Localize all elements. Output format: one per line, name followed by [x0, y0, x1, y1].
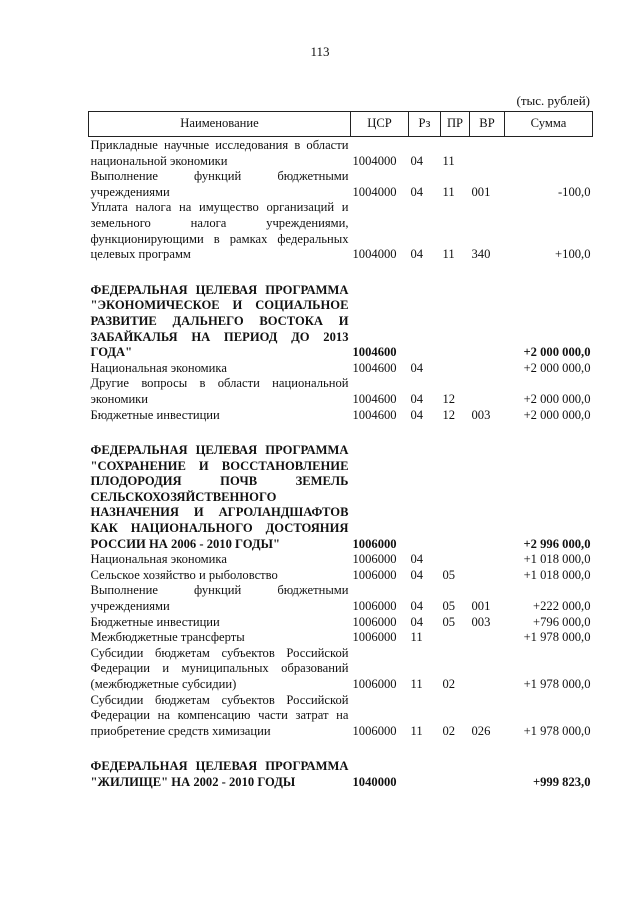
row-vr — [470, 568, 505, 584]
row-rz: 04 — [410, 391, 424, 406]
table-row — [89, 361, 593, 377]
row-csr: 1006000 — [352, 552, 397, 567]
row-vr: 340 — [471, 247, 491, 262]
row-vr: 001 — [471, 599, 491, 614]
program-row — [89, 283, 593, 361]
budget-table — [88, 111, 593, 791]
program-row — [89, 759, 593, 790]
row-name: Национальная экономика — [90, 552, 227, 567]
row-vr — [470, 552, 505, 568]
table-row — [89, 583, 593, 614]
row-sum: +1 978 000,0 — [523, 630, 591, 645]
row-rz — [409, 443, 441, 552]
row-name: Другие вопросы в области национальной экономики — [90, 376, 349, 406]
row-pr: 02 — [442, 677, 456, 691]
page-number: 113 — [310, 44, 330, 59]
row-sum: +100,0 — [555, 247, 591, 262]
row-csr: 1006000 — [352, 677, 397, 691]
row-pr — [441, 552, 470, 568]
row-rz: 11 — [410, 630, 423, 645]
row-pr: 05 — [442, 599, 456, 614]
row-rz: 11 — [410, 723, 423, 738]
row-csr: 1004600 — [352, 360, 397, 375]
row-pr — [441, 283, 470, 361]
program-name: ФЕДЕРАЛЬНАЯ ЦЕЛЕВАЯ ПРОГРАММА "ЭКОНОМИЧЕСКОЕ И СОЦИАЛЬНОЕ РАЗВИТИЕ ДАЛЬНЕГО ВОСТОКА И ЗАБАЙКАЛЬЯ НА ПЕРИОД ДО 2013 ГОДА" — [90, 282, 349, 360]
row-sum: +796 000,0 — [533, 614, 591, 629]
row-name: Межбюджетные трансферты — [90, 630, 245, 645]
row-spacer — [89, 263, 593, 283]
row-rz — [409, 283, 441, 361]
header-sum: Сумма — [505, 112, 593, 137]
row-csr: 1006000 — [352, 614, 397, 629]
row-name: Национальная экономика — [90, 360, 227, 375]
table-row — [89, 137, 593, 170]
header-pr: ПР — [441, 112, 470, 137]
header-name: Наименование — [89, 112, 351, 137]
row-csr: 1006000 — [352, 536, 397, 551]
row-pr: 11 — [442, 184, 455, 199]
table-row — [89, 169, 593, 200]
row-vr: 003 — [471, 407, 491, 422]
table-row — [89, 630, 593, 646]
row-vr — [470, 283, 505, 361]
row-name: Бюджетные инвестиции — [90, 407, 220, 422]
row-pr: 05 — [442, 614, 456, 629]
row-name: Выполнение функций бюджетными учреждениями — [90, 169, 349, 199]
row-pr — [441, 361, 470, 377]
row-sum: +222 000,0 — [533, 599, 591, 614]
row-rz: 04 — [410, 360, 424, 375]
row-pr: 12 — [442, 407, 456, 422]
table-row — [89, 615, 593, 631]
row-csr: 1040000 — [352, 774, 397, 789]
row-csr: 1006000 — [352, 723, 397, 738]
header-vr: ВР — [470, 112, 505, 137]
row-vr — [470, 646, 505, 693]
row-name: Прикладные научные исследования в области национальной экономики — [90, 138, 349, 168]
program-name: ФЕДЕРАЛЬНАЯ ЦЕЛЕВАЯ ПРОГРАММА "ЖИЛИЩЕ" НА 2002 - 2010 ГОДЫ — [90, 759, 349, 789]
row-csr: 1004600 — [352, 391, 397, 406]
row-rz: 04 — [410, 247, 424, 262]
row-name: Бюджетные инвестиции — [90, 614, 220, 629]
row-sum: +1 018 000,0 — [523, 567, 591, 582]
row-csr: 1004600 — [352, 407, 397, 422]
table-row — [89, 408, 593, 424]
table-row — [89, 200, 593, 262]
row-pr — [441, 759, 470, 790]
row-name: Сельское хозяйство и рыболовство — [90, 567, 278, 582]
row-pr: 11 — [442, 247, 455, 262]
row-csr: 1006000 — [352, 630, 397, 645]
row-rz: 04 — [410, 153, 424, 168]
row-sum: +2 000 000,0 — [523, 391, 591, 406]
row-pr — [441, 630, 470, 646]
row-pr — [441, 443, 470, 552]
row-sum: +2 000 000,0 — [523, 360, 591, 375]
row-csr: 1004000 — [352, 184, 397, 199]
row-vr: 001 — [471, 184, 491, 199]
row-rz: 04 — [410, 599, 424, 614]
row-sum: +1 018 000,0 — [523, 552, 591, 567]
row-csr: 1004000 — [352, 153, 397, 168]
row-spacer — [89, 423, 593, 443]
row-vr: 026 — [471, 723, 491, 738]
row-rz: 04 — [410, 567, 424, 582]
row-vr — [470, 376, 505, 407]
row-sum: +1 978 000,0 — [523, 677, 591, 691]
row-spacer — [89, 739, 593, 759]
row-vr — [470, 137, 505, 170]
row-sum: -100,0 — [557, 184, 591, 199]
row-vr — [470, 361, 505, 377]
row-rz: 04 — [410, 184, 424, 199]
table-row — [89, 568, 593, 584]
row-vr — [470, 443, 505, 552]
row-pr: 12 — [442, 391, 456, 406]
row-pr: 02 — [442, 723, 456, 738]
unit-note: (тыс. рублей) — [516, 93, 590, 108]
row-pr: 05 — [442, 567, 456, 582]
row-name: Выполнение функций бюджетными учреждениями — [90, 583, 349, 614]
row-name: Субсидии бюджетам субъектов Российской Федерации и муниципальных образований (межбюджетные субсидии) — [90, 645, 349, 691]
row-csr: 1004600 — [352, 345, 397, 360]
table-row — [89, 693, 593, 740]
program-row — [89, 443, 593, 552]
row-name: Уплата налога на имущество организаций и земельного налога учреждениями, функционирующими в рамках федеральных целевых программ — [90, 200, 349, 262]
table-row — [89, 552, 593, 568]
row-vr — [470, 630, 505, 646]
table-header — [89, 112, 593, 137]
row-rz: 04 — [410, 407, 424, 422]
row-rz: 04 — [410, 614, 424, 629]
row-sum: +1 978 000,0 — [523, 723, 591, 738]
table-row — [89, 646, 593, 693]
row-csr: 1006000 — [352, 599, 397, 614]
row-vr: 003 — [471, 614, 491, 629]
row-sum: +999 823,0 — [532, 774, 591, 789]
row-sum: +2 996 000,0 — [523, 536, 591, 551]
row-pr: 11 — [442, 153, 455, 168]
row-sum: +2 000 000,0 — [523, 345, 591, 360]
row-rz: 11 — [410, 677, 423, 691]
row-sum — [505, 137, 593, 170]
row-sum: +2 000 000,0 — [523, 407, 591, 422]
row-rz — [409, 759, 441, 790]
header-rz: Рз — [409, 112, 441, 137]
table-row — [89, 376, 593, 407]
row-csr: 1004000 — [352, 247, 397, 262]
program-name: ФЕДЕРАЛЬНАЯ ЦЕЛЕВАЯ ПРОГРАММА "СОХРАНЕНИЕ И ВОССТАНОВЛЕНИЕ ПЛОДОРОДИЯ ПОЧВ ЗЕМЕЛЬ СЕЛЬСКОХОЗЯЙСТВЕННОГО НАЗНАЧЕНИЯ И АГРОЛАНДШАФТОВ КАК НАЦИОНАЛЬНОГО ДОСТОЯНИЯ РОССИИ НА 2006 - 2010 ГОДЫ" — [90, 443, 349, 551]
row-name: Субсидии бюджетам субъектов Российской Федерации на компенсацию части затрат на приобретение средств химизации — [90, 692, 349, 738]
row-rz: 04 — [410, 552, 424, 567]
row-vr — [470, 759, 505, 790]
header-csr: ЦСР — [351, 112, 409, 137]
row-csr: 1006000 — [352, 567, 397, 582]
